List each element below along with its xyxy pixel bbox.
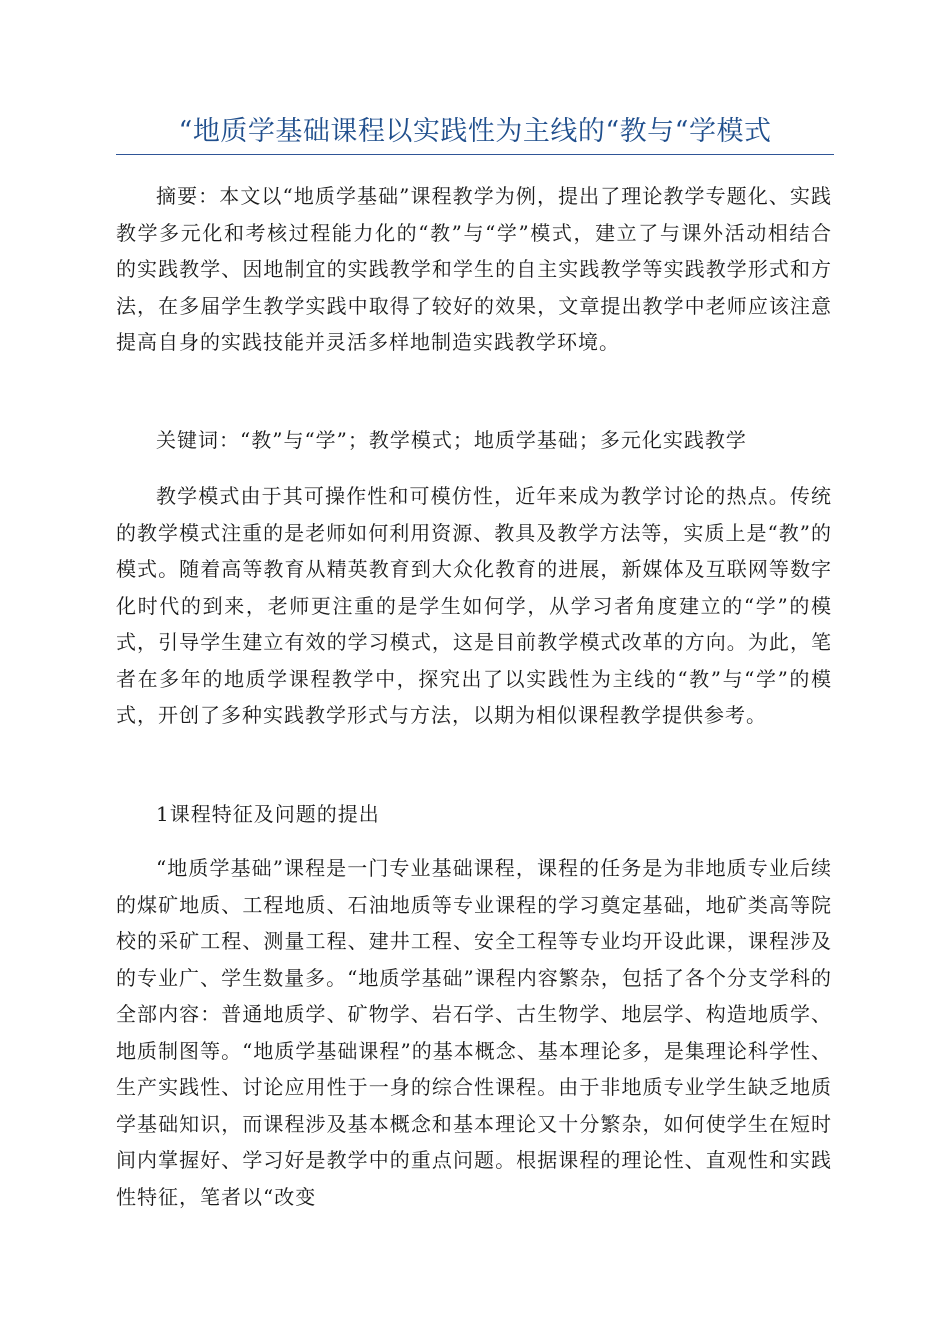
document-title: “地质学基础课程以实践性为主线的“教与“学模式 [178,116,772,147]
abstract-paragraph: 摘要：本文以“地质学基础”课程教学为例，提出了理论教学专题化、实践教学多元化和考核过程能力化的“教”与“学”模式，建立了与课外活动相结合的实践教学、因地制宜的实践教学和学生的自主实践教学等实践教学形式和方法，在多届学生教学实践中取得了较好的效果，文章提出教学中老师应该注意提高自身的实践技能并灵活多样地制造实践教学环境。 [116,184,832,354]
section-body-paragraph: “地质学基础”课程是一门专业基础课程，课程的任务是为非地质专业后续的煤矿地质、工程地质、石油地质等专业课程的学习奠定基础，地矿类高等院校的采矿工程、测量工程、建井工程、安全工程等专业均开设此课，课程涉及的专业广、学生数量多。“地质学基础”课程内容繁杂，包括了各个分支学科的全部内容：普通地质学、矿物学、岩石学、古生物学、地层学、构造地质学、地质制图等。“地质学基础课程”的基本概念、基本理论多，是集理论科学性、生产实践性、讨论应用性于一身的综合性课程。由于非地质专业学生缺乏地质学基础知识，而课程涉及基本概念和基本理论又十分繁杂，如何使学生在短时间内掌握好、学习好是教学中的重点问题。根据课程的理论性、直观性和实践性特征，笔者以“改变 [116,856,832,1209]
section-heading: 1课程特征及问题的提出 [156,802,380,826]
intro-paragraph: 教学模式由于其可操作性和可模仿性，近年来成为教学讨论的热点。传统的教学模式注重的是老师如何利用资源、教具及教学方法等，实质上是“教”的模式。随着高等教育从精英教育到大众化教育的进展，新媒体及互联网等数字化时代的到来，老师更注重的是学生如何学，从学习者角度建立的“学”的模式，引导学生建立有效的学习模式，这是目前教学模式改革的方向。为此，笔者在多年的地质学课程教学中，探究出了以实践性为主线的“教”与“学”的模式，开创了多种实践教学形式与方法，以期为相似课程教学提供参考。 [116,484,832,727]
title-underline [116,154,834,155]
keywords-line: 关键词：“教”与“学”；教学模式；地质学基础；多元化实践教学 [156,428,747,452]
